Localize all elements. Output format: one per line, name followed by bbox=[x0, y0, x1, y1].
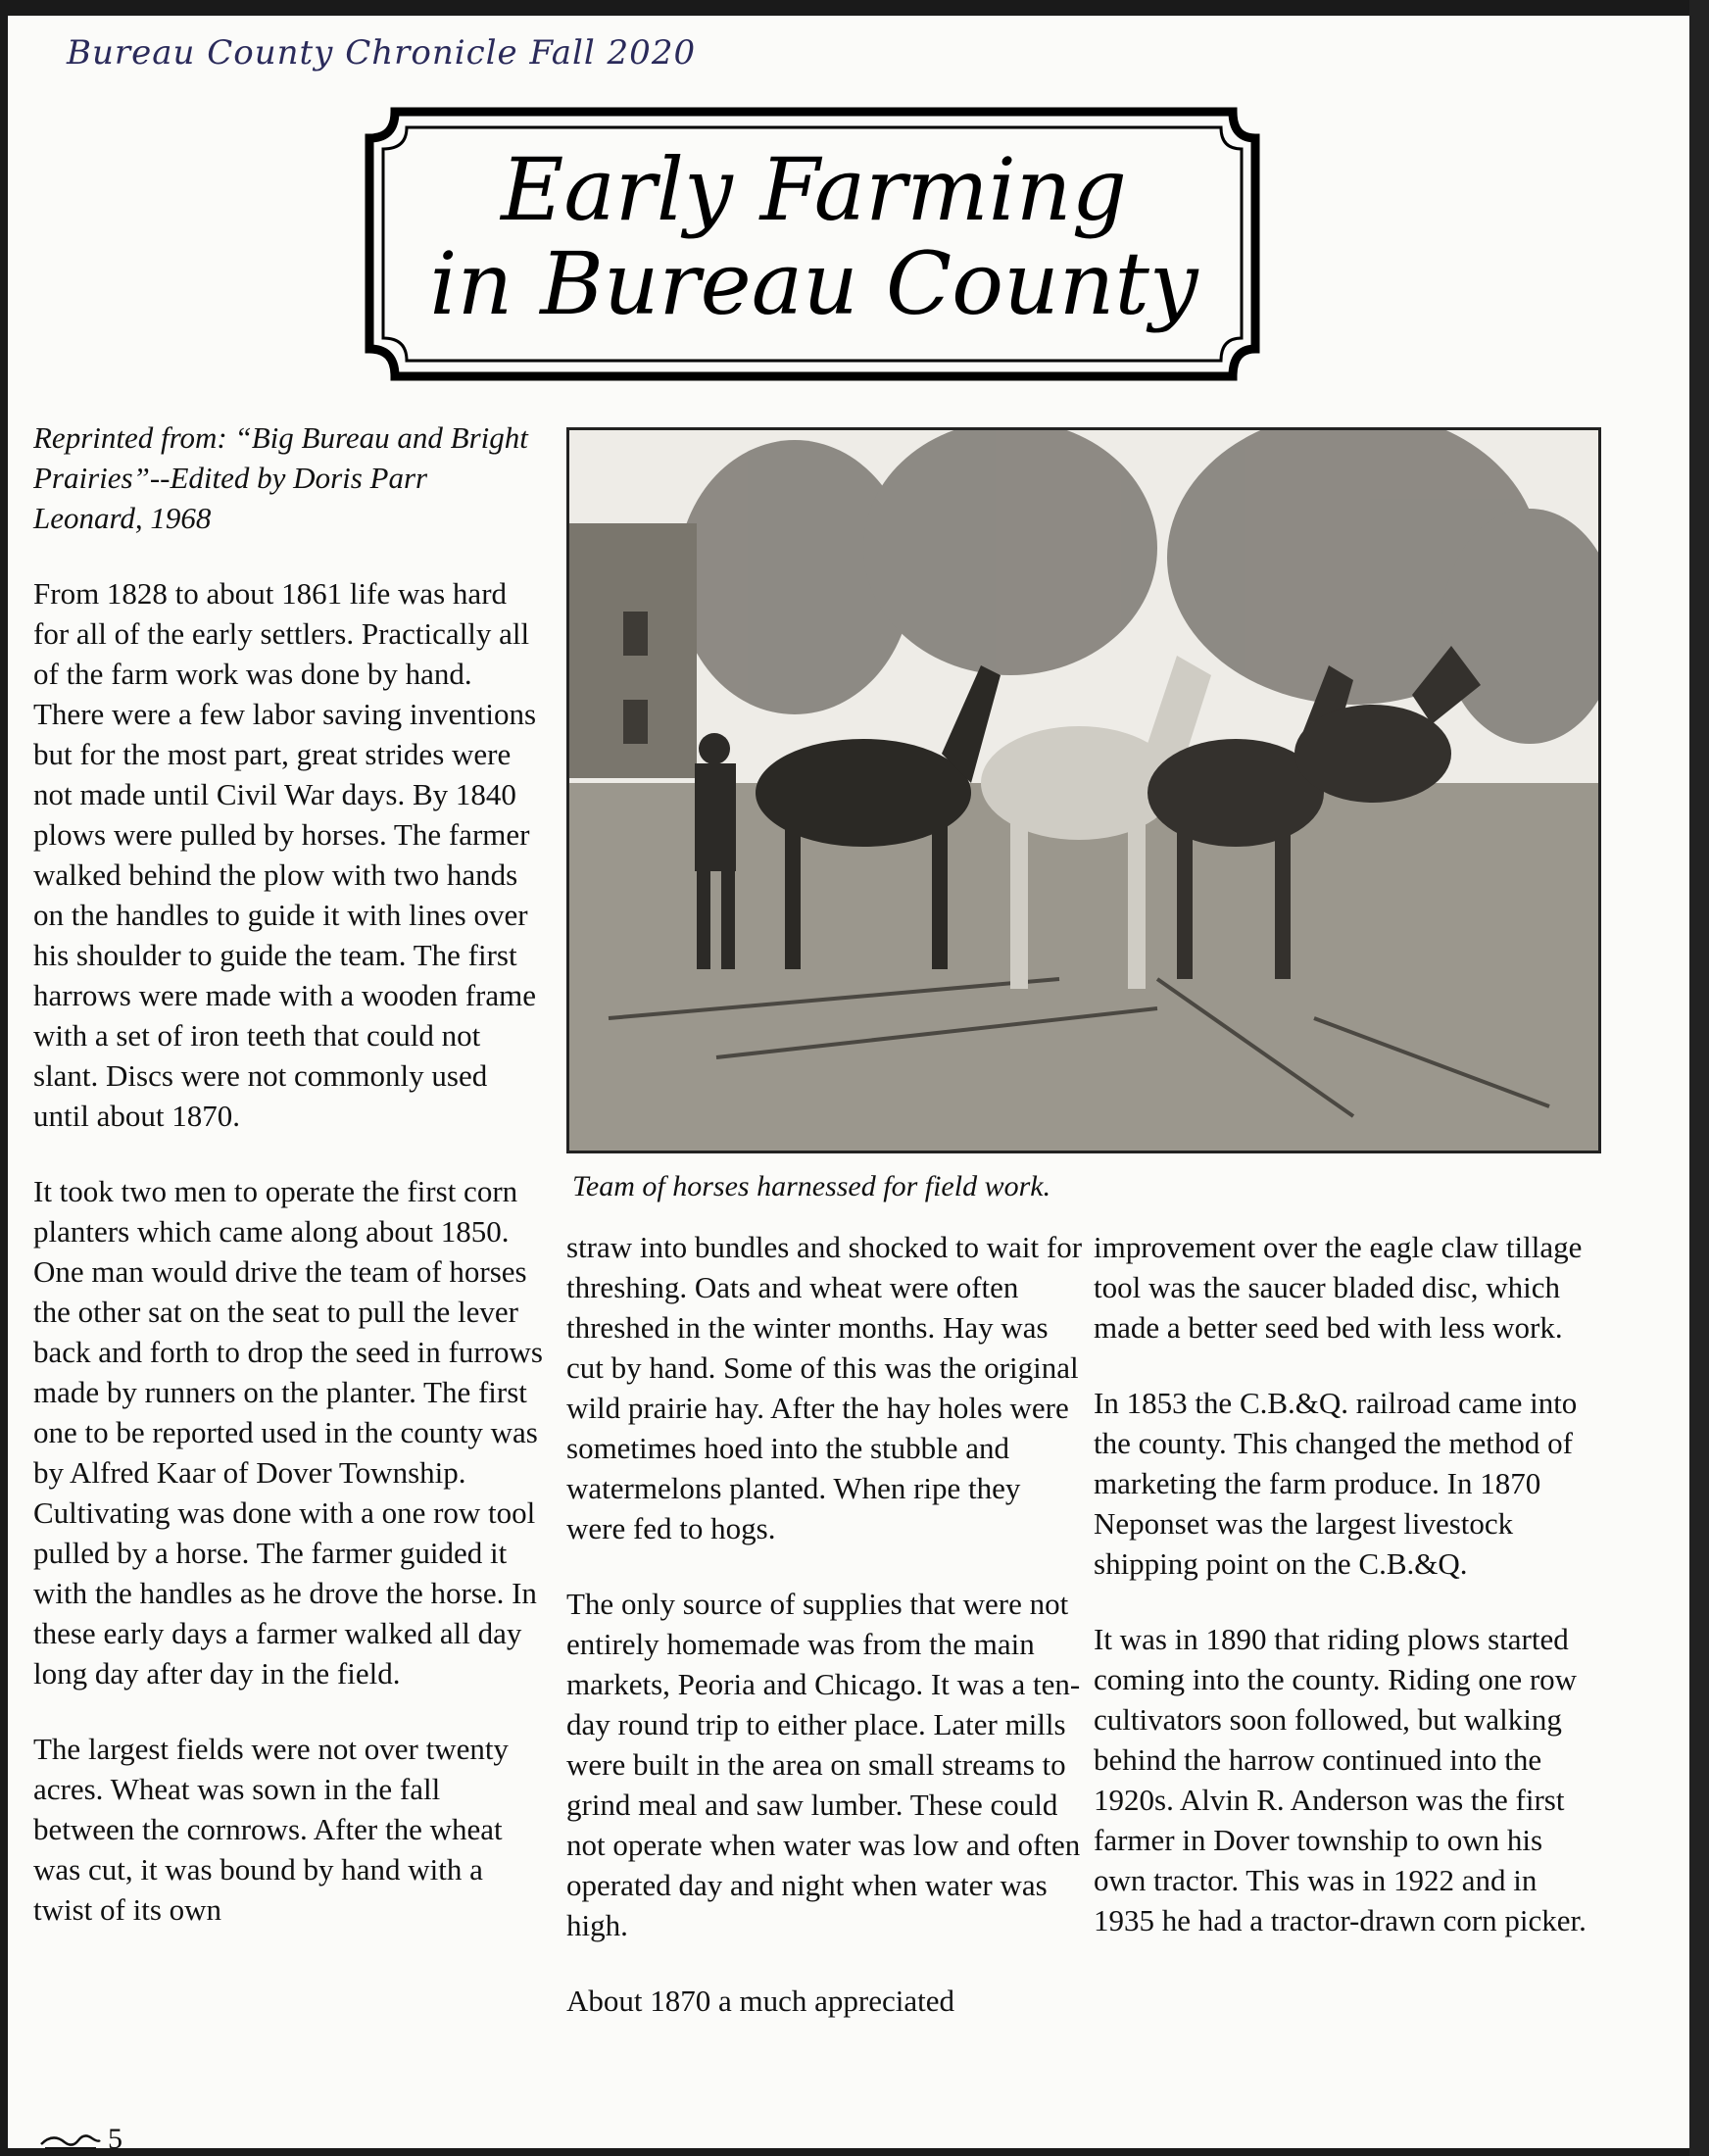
title-line-1: Early Farming bbox=[501, 139, 1127, 240]
handwritten-note: Bureau County Chronicle Fall 2020 bbox=[67, 33, 697, 73]
photo-illustration bbox=[569, 430, 1598, 1151]
page-title bbox=[356, 139, 1272, 334]
title-line-2: in Bureau County bbox=[429, 233, 1198, 334]
photo-caption: Team of horses harnessed for field work. bbox=[572, 1170, 1051, 1202]
page-footer bbox=[39, 2123, 122, 2156]
column-1-paragraph: From 1828 to about 1861 life was hard for all of the early settlers. Practically all of the farm work was done by hand. There were a few labor saving inventions but for the most part, great strides were not made until Civil War days. By 1840 plows were pulled by horses. The farmer walked behind the plow with two hands on the handles to guide it with lines over his shoulder to guide the team. The first harrows were made with a wooden frame with a set of iron teeth that could not slant. Discs were not commonly used until about 1870. bbox=[33, 576, 537, 1133]
scan-edge bbox=[1689, 0, 1709, 2156]
flourish-icon bbox=[39, 2129, 102, 2150]
reprint-note: Reprinted from: “Big Bureau and Bright Prairies”--Edited by Doris Parr Leonard, 1968 bbox=[33, 420, 528, 535]
column-2-paragraph: The only source of supplies that were not entirely homemade was from the main markets, Peoria and Chicago. It was a ten-day round trip to either place. Later mills were built in the area on small streams to grind meal and saw lumber. These could not operate when water was low and often operated day and night when water was high. bbox=[566, 1587, 1081, 1942]
column-3-paragraph: It was in 1890 that riding plows started coming into the county. Riding one row cultivators soon followed, but walking behind the harrow continued into the 1920s. Alvin R. Anderson was the first farmer in Dover township to own his own tractor. This was in 1922 and in 1935 he had a tractor-drawn corn picker. bbox=[1094, 1622, 1587, 1937]
column-1-paragraph: It took two men to operate the first corn planters which came along about 1850. One man would drive the team of horses the other sat on the seat to pull the lever back and forth to drop the seed in furrows made by runners on the planter. The first one to be reported used in the county was by Alfred Kaar of Dover Township. Cultivating was done with a one row tool pulled by a horse. The farmer guided it with the handles as he drove the horse. In these early days a farmer walked all day long day after day in the field. bbox=[33, 1174, 543, 1690]
page-number: 5 bbox=[108, 2123, 122, 2155]
title-banner bbox=[356, 84, 1272, 403]
horse-team-photo bbox=[566, 427, 1601, 1153]
column-1 bbox=[33, 417, 543, 1965]
column-3 bbox=[1094, 1227, 1593, 1976]
column-1-paragraph: The largest fields were not over twenty acres. Wheat was sown in the fall between the cornrows. After the wheat was cut, it was bound by hand with a twist of its own bbox=[33, 1732, 509, 1927]
column-2-paragraph: About 1870 a much appreciated bbox=[566, 1984, 954, 2018]
column-3-paragraph: improvement over the eagle claw tillage tool was the saucer bladed disc, which made a better seed bed with less work. bbox=[1094, 1230, 1583, 1345]
document-page bbox=[8, 16, 1689, 2155]
column-2 bbox=[566, 1227, 1086, 2056]
column-2-paragraph: straw into bundles and shocked to wait for threshing. Oats and wheat were often threshed in the winter months. Hay was cut by hand. Some of this was the original wild prairie hay. After the hay holes were sometimes hoed into the stubble and watermelons planted. When ripe they were fed to hogs. bbox=[566, 1230, 1083, 1545]
column-3-paragraph: In 1853 the C.B.&Q. railroad came into the county. This changed the method of marketing the farm produce. In 1870 Neponset was the largest livestock shipping point on the C.B.&Q. bbox=[1094, 1386, 1578, 1581]
